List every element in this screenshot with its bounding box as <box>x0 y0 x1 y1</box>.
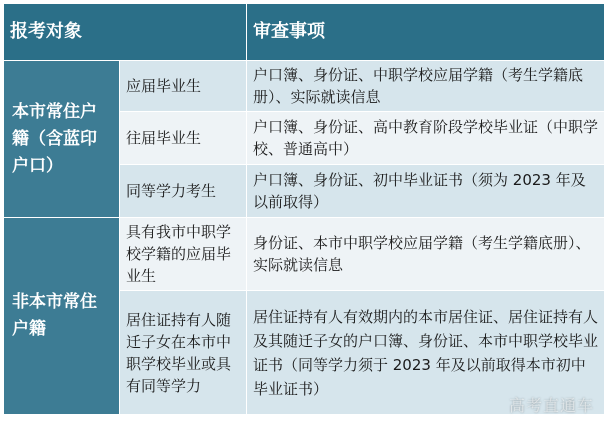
review-items: 户口簿、身份证、初中毕业证书（须为 2023 年及以前取得） <box>247 165 605 218</box>
header-applicant-type: 报考对象 <box>4 4 247 61</box>
watermark: 高考直通车 <box>508 396 594 415</box>
group-label-nonlocal: 非本市常住户籍 <box>4 218 120 415</box>
table-row <box>4 218 605 291</box>
sub-category: 应届毕业生 <box>120 61 247 112</box>
table-row <box>4 61 605 112</box>
table-header-row <box>4 4 605 61</box>
review-items: 身份证、本市中职学校应届学籍（考生学籍底册）、实际就读信息 <box>247 218 605 291</box>
review-items: 户口簿、身份证、高中教育阶段学校毕业证（中职学校、普通高中） <box>247 112 605 165</box>
sub-category: 往届毕业生 <box>120 112 247 165</box>
eligibility-review-table <box>3 3 605 415</box>
sub-category: 同等学力考生 <box>120 165 247 218</box>
review-items: 居住证持有人有效期内的本市居住证、居住证持有人及其随迁子女的户口簿、身份证、本市中职学校毕业证书（同等学力须于 2023 年及以前取得本市初中毕业证书） <box>247 291 605 415</box>
header-review-items: 审查事项 <box>247 4 605 61</box>
sub-category: 具有我市中职学校学籍的应届毕业生 <box>120 218 247 291</box>
group-label-local: 本市常住户籍（含蓝印户口） <box>4 61 120 218</box>
review-items: 户口簿、身份证、中职学校应届学籍（考生学籍底册）、实际就读信息 <box>247 61 605 112</box>
sub-category: 居住证持有人随迁子女在本市中职学校毕业或具有同等学力 <box>120 291 247 415</box>
